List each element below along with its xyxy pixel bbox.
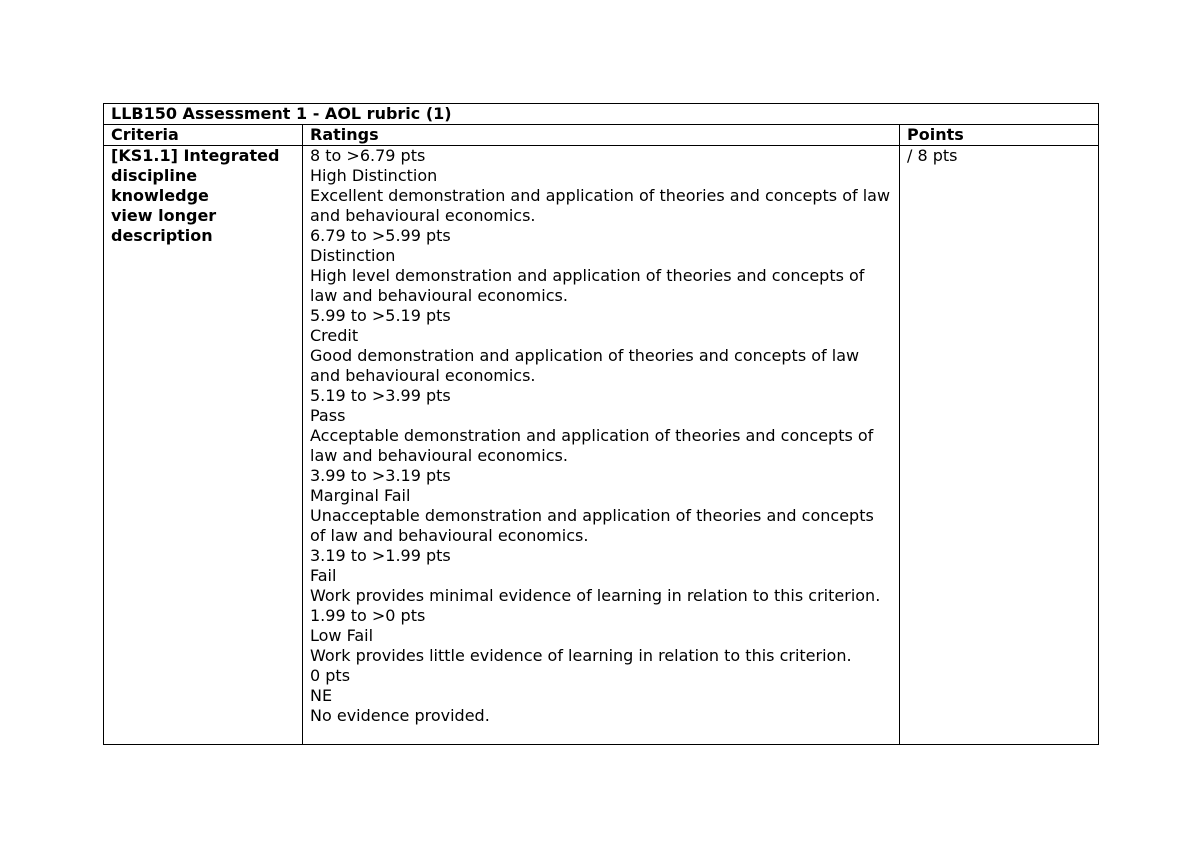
rating-pass — [310, 386, 899, 466]
rating-ne — [310, 666, 899, 726]
ratings-header: Ratings — [303, 125, 900, 145]
criteria-header: Criteria — [104, 125, 303, 145]
rating-description: Work provides little evidence of learning in relation to this criterion. — [310, 646, 852, 665]
criterion-cell — [104, 146, 303, 745]
header-row — [104, 125, 1098, 146]
rating-fail — [310, 546, 899, 606]
rating-description: Good demonstration and application of theories and concepts of law and behavioural economics. — [310, 346, 860, 385]
rating-distinction — [310, 226, 899, 306]
criterion-title-line: knowledge — [111, 186, 209, 205]
rating-level: Marginal Fail — [310, 486, 411, 505]
rating-range: 3.19 to >1.99 pts — [310, 546, 451, 565]
rating-level: Distinction — [310, 246, 396, 265]
points-cell — [900, 146, 1098, 745]
criterion-title-line: [KS1.1] Integrated — [111, 146, 280, 165]
rating-description: Work provides minimal evidence of learning in relation to this criterion. — [310, 586, 881, 605]
rating-level: Credit — [310, 326, 359, 345]
rubric-title: LLB150 Assessment 1 - AOL rubric (1) — [104, 104, 1098, 125]
rating-range: 6.79 to >5.99 pts — [310, 226, 451, 245]
rating-level: High Distinction — [310, 166, 438, 185]
rating-credit — [310, 306, 899, 386]
rating-description: No evidence provided. — [310, 706, 490, 725]
rating-description: Excellent demonstration and application of theories and concepts of law and behavioural economics. — [310, 186, 891, 225]
view-longer-description-link[interactable]: description — [111, 226, 213, 245]
rating-level: Pass — [310, 406, 346, 425]
rating-range: 1.99 to >0 pts — [310, 606, 426, 625]
rating-range: 3.99 to >3.19 pts — [310, 466, 451, 485]
rubric-table — [103, 103, 1099, 745]
rating-level: Fail — [310, 566, 337, 585]
rating-range: 8 to >6.79 pts — [310, 146, 426, 165]
view-longer-description-link[interactable]: view longer — [111, 206, 217, 225]
rating-marginal-fail — [310, 466, 899, 546]
rating-level: NE — [310, 686, 333, 705]
points-header: Points — [907, 125, 964, 144]
rating-high-distinction — [310, 146, 899, 226]
criterion-title-line: discipline — [111, 166, 198, 185]
ratings-cell — [303, 146, 900, 745]
criterion-row — [104, 146, 1098, 745]
rating-level: Low Fail — [310, 626, 374, 645]
points-value: / 8 pts — [907, 146, 958, 165]
rating-description: Acceptable demonstration and application of theories and concepts of law and behavioural economics. — [310, 426, 874, 465]
rating-range: 0 pts — [310, 666, 351, 685]
rating-range: 5.19 to >3.99 pts — [310, 386, 451, 405]
rating-description: Unacceptable demonstration and application of theories and concepts of law and behavioural economics. — [310, 506, 874, 545]
rating-description: High level demonstration and application of theories and concepts of law and behavioural economics. — [310, 266, 865, 305]
rating-range: 5.99 to >5.19 pts — [310, 306, 451, 325]
rating-low-fail — [310, 606, 899, 666]
